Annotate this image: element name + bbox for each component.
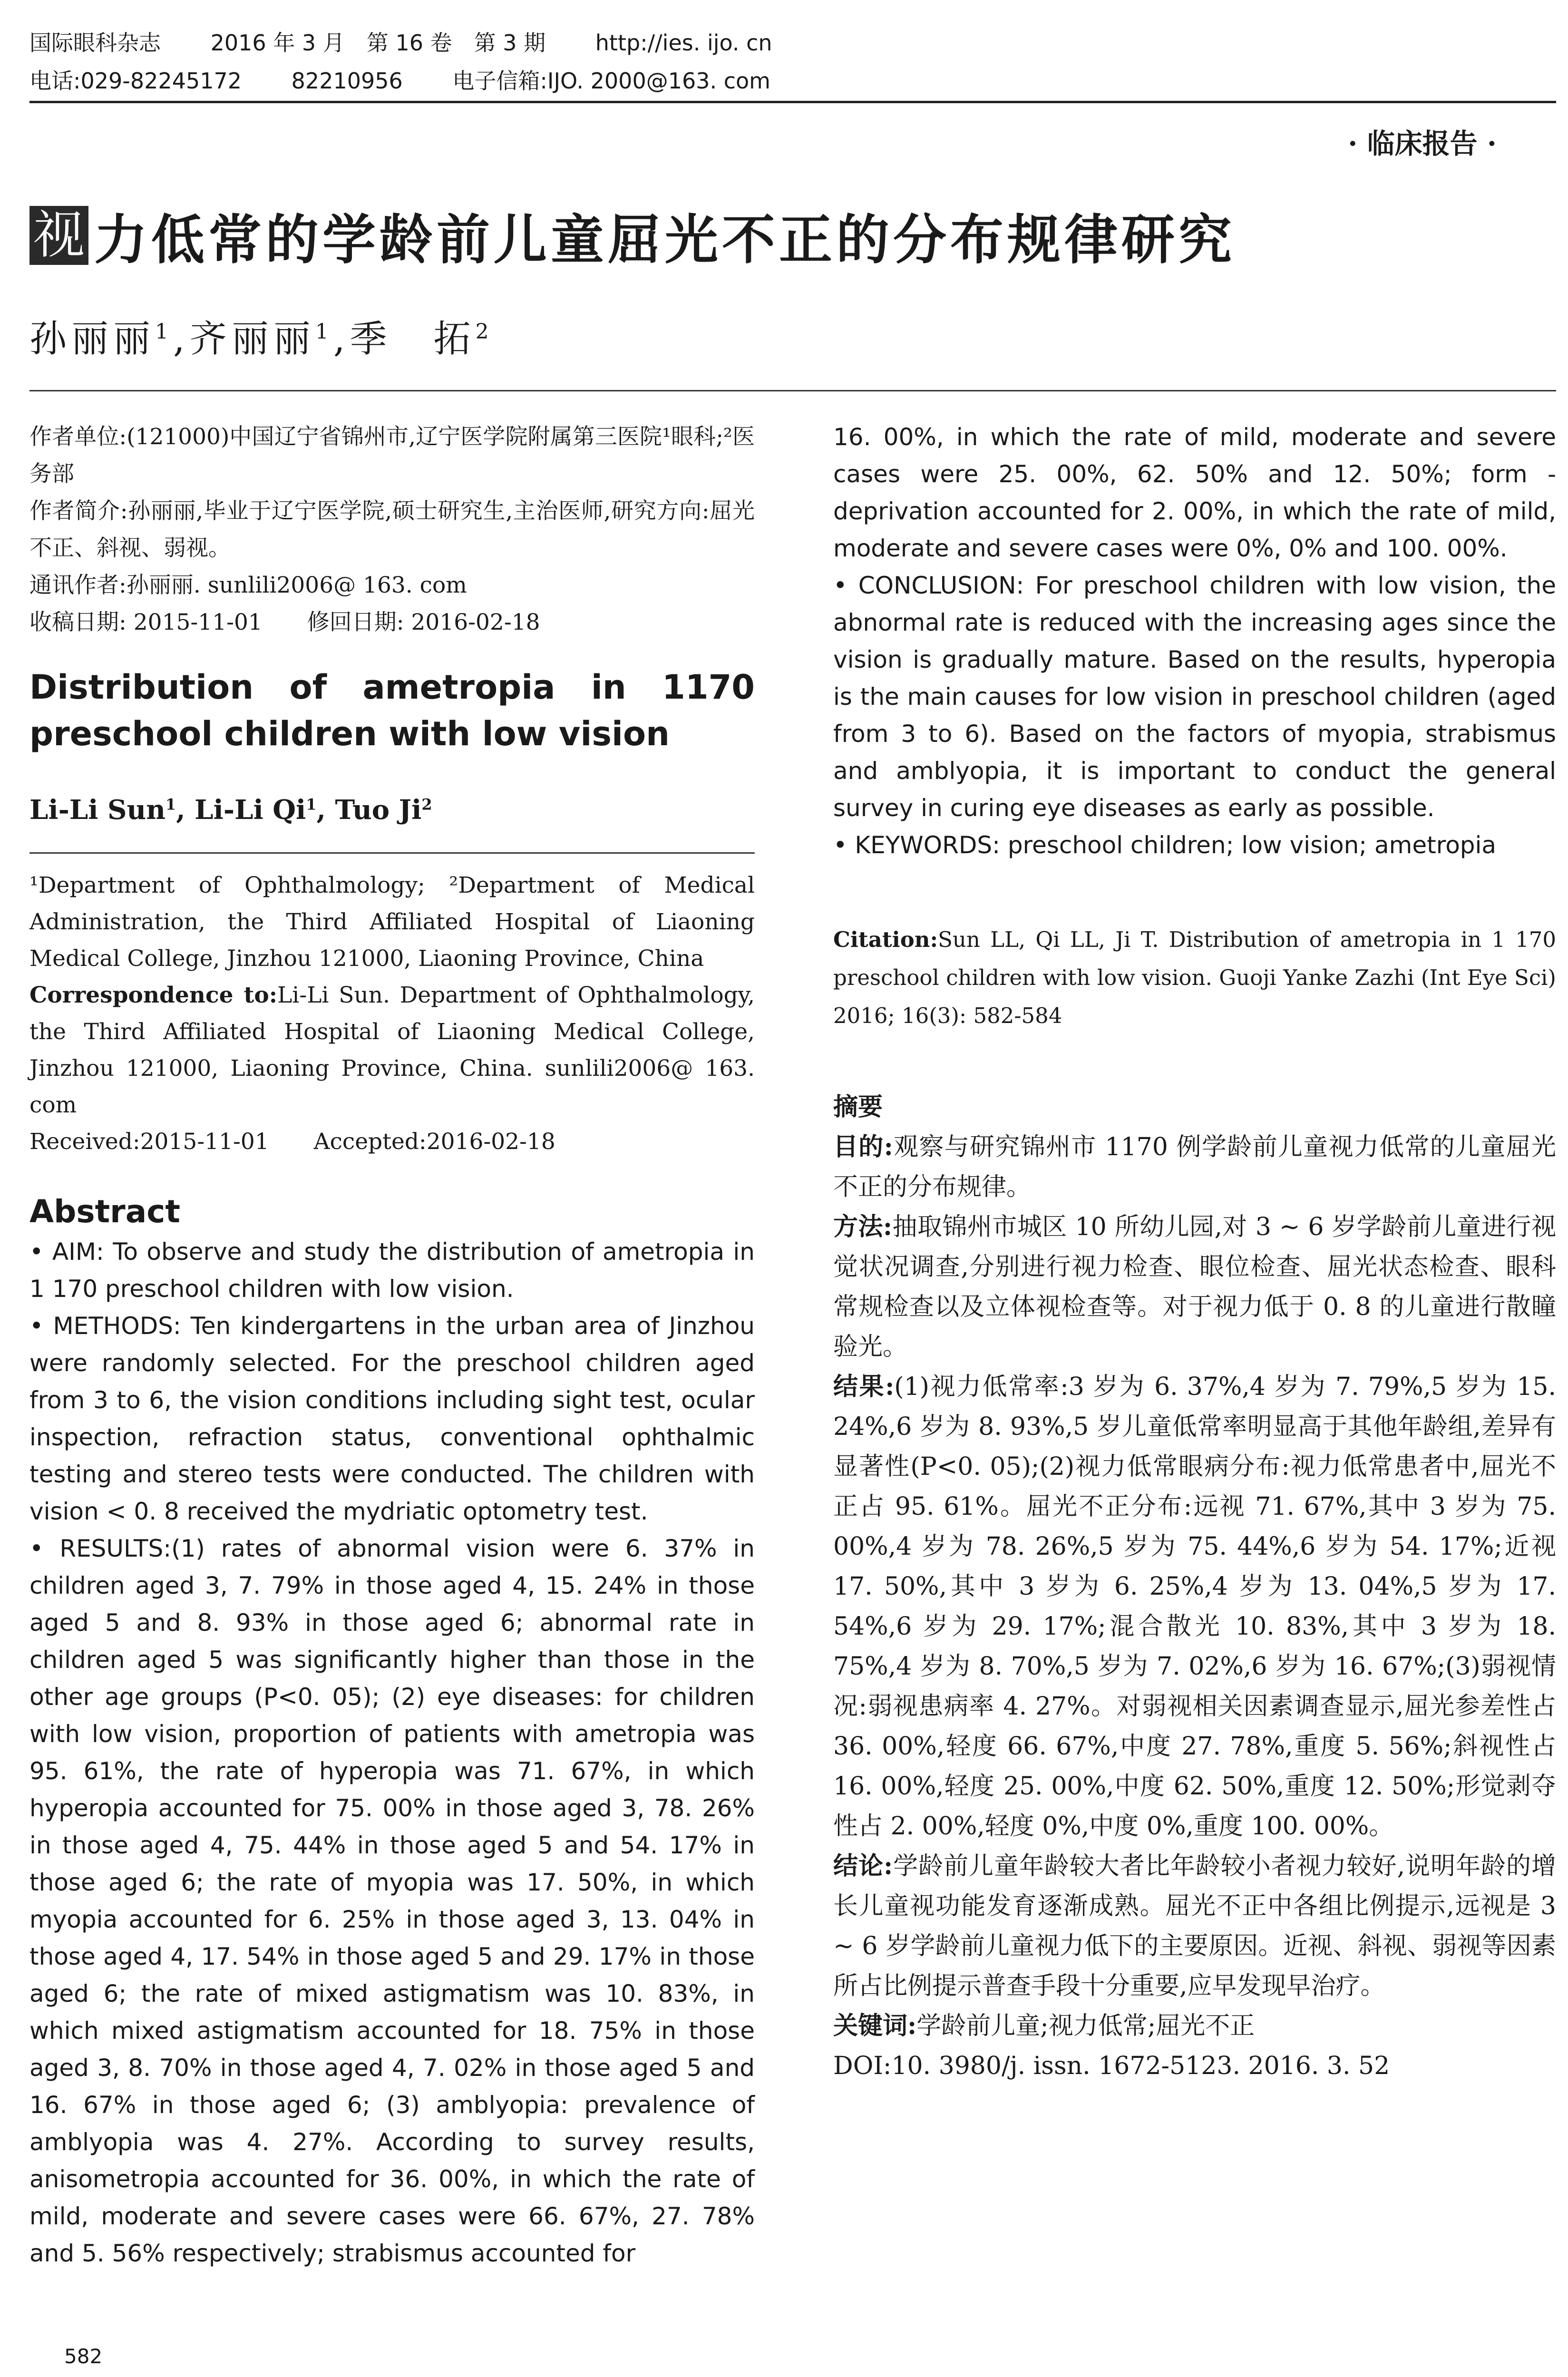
cn-conclusion-label: 结论: <box>833 1851 893 1880</box>
cn-conclusion <box>833 1846 1556 2006</box>
title-rule <box>29 390 1556 391</box>
en-author-2: Li-Li Qi <box>195 794 306 826</box>
cn-keywords-label: 关键词: <box>833 2011 917 2040</box>
cn-results <box>833 1367 1556 1846</box>
abstract-body-cont <box>833 419 1556 864</box>
author-cn-1-sup: 1 <box>155 320 174 344</box>
cn-methods <box>833 1207 1556 1367</box>
cn-conclusion-text: 学龄前儿童年龄较大者比年龄较小者视力较好,说明年龄的增长儿童视功能发育逐渐成熟。屈光不正中各组比例提示,远视是 3 ~ 6 岁学龄前儿童视力低下的主要原因。近视、斜视、弱视等因素所占比例提示普查手段十分重要,应早发现早治疗。 <box>833 1852 1557 2000</box>
citation-text: Sun LL, Qi LL, Ji T. Distribution of ametropia in 1 170 preschool children with low vision. Guoji Yanke Zazhi (Int Eye Sci) 2016; 16(3): 582-584 <box>833 927 1556 1028</box>
author-cn-2: 齐丽丽 <box>189 318 315 360</box>
citation-label: Citation: <box>833 927 938 952</box>
corresponding-author: 通讯作者:孙丽丽. sunlili2006@ 163. com <box>29 572 467 598</box>
english-title-line-2: preschool children with low vision <box>29 714 670 753</box>
en-author-3-sup: 2 <box>421 795 432 814</box>
abstract-body <box>29 1233 755 2272</box>
issue-info: 2016 年 3 月 第 16 卷 第 3 期 <box>210 30 546 56</box>
en-author-3: Tuo Ji <box>335 794 422 826</box>
author-cn-3: 季 拓 <box>350 318 476 360</box>
section-label: · 临床报告 · <box>1348 127 1497 160</box>
correspondence <box>29 977 755 1123</box>
cn-aim <box>833 1127 1556 1207</box>
email[interactable]: 电子信箱:IJO. 2000@163. com <box>452 68 770 94</box>
author-unit: 作者单位:(121000)中国辽宁省锦州市,辽宁医学院附属第三医院¹眼科;²医务部 <box>29 424 755 487</box>
affiliation-rule <box>29 852 755 854</box>
meta-cn <box>29 419 755 641</box>
cn-abstract-title: 摘要 <box>833 1092 883 1121</box>
author-cn-1: 孙丽丽 <box>29 318 156 360</box>
cn-aim-text: 观察与研究锦州市 1170 例学龄前儿童视力低常的儿童屈光不正的分布规律。 <box>833 1133 1556 1201</box>
correspondence-text: Li-Li Sun. Department of Ophthalmology, the Third Affiliated Hospital of Liaoning Medical College, Jinzhou 121000, Liaoning Province, China. sunlili2006@ 163. com <box>29 982 755 1118</box>
abstract-conclusion: • CONCLUSION: For preschool children with low vision, the abnormal rate is reduced with the increasing ages since the vision is gradually mature. Based on the results, hyperopia is the main causes for low vision in preschool children (aged from 3 to 6). Based on the factors of myopia, strabismus and amblyopia, it is important to conduct the general survey in curing eye diseases as early as possible. <box>833 572 1556 822</box>
abstract-title: Abstract <box>29 1193 180 1230</box>
en-author-1-sup: 1 <box>165 795 176 814</box>
cn-keywords-text: 学龄前儿童;视力低常;屈光不正 <box>916 2012 1255 2040</box>
abstract-results: • RESULTS:(1) rates of abnormal vision were 6. 37% in children aged 3, 7. 79% in those aged 4, 15. 24% in those aged 5 and 8. 93% in those aged 6; abnormal rate in children aged 5 was significantly higher than those in the other age groups (P<0. 05); (2) eye diseases: for children with low vision, proportion of patients with ametropia was 95. 61%, the rate of hyperopia was 71. 67%, in which hyperopia accounted for 75. 00% in those aged 3, 78. 26% in those aged 4, 75. 44% in those aged 5 and 54. 17% in those aged 6; the rate of myopia was 17. 50%, in which myopia accounted for 6. 25% in those aged 3, 13. 04% in those aged 4, 17. 54% in those aged 5 and 29. 17% in those aged 6; the rate of mixed astigmatism was 10. 83%, in which mixed astigmatism accounted for 18. 75% in those aged 3, 8. 70% in those aged 4, 7. 02% in those aged 5 and 16. 67% in those aged 6; (3) amblyopia: prevalence of amblyopia was 4. 27%. According to survey results, anisometropia accounted for 36. 00%, in which the rate of mild, moderate and severe cases were 66. 67%, 27. 78% and 5. 56% respectively; strabismus accounted for <box>29 1535 755 2267</box>
citation <box>833 921 1556 1035</box>
english-title-line-1: Distribution of ametropia in 1170 <box>29 668 755 707</box>
english-authors: Li-Li Sun$^1$, Li-Li Qi$^1$, Tuo Ji$^2$ <box>29 794 432 826</box>
cn-results-label: 结果: <box>833 1372 895 1401</box>
right-column <box>833 419 1556 2086</box>
left-column <box>29 419 755 2272</box>
abstract-methods: • METHODS: Ten kindergartens in the urban area of Jinzhou were randomly selected. For the preschool children aged from 3 to 6, the vision conditions including sight test, ocular inspection, refraction status, conventional ophthalmic testing and stereo tests were conducted. The children with vision < 0. 8 received the mydriatic optometry test. <box>29 1312 755 1525</box>
doi[interactable]: DOI:10. 3980/j. issn. 1672-5123. 2016. 3. 52 <box>833 2052 1390 2080</box>
dates-cn: 收稿日期: 2015-11-01 修回日期: 2016-02-18 <box>29 609 540 635</box>
cn-methods-label: 方法: <box>833 1212 893 1241</box>
author-cn-3-sup: 2 <box>475 320 494 344</box>
header-rule <box>29 101 1556 103</box>
page-number: 582 <box>64 2345 103 2368</box>
cn-methods-text: 抽取锦州市城区 10 所幼儿园,对 3 ~ 6 岁学龄前儿童进行视觉状况调查,分别进行视力检查、眼位检查、屈光状态检查、眼科常规检查以及立体视检查等。对于视力低于 0. 8 的儿童进行散瞳验光。 <box>833 1213 1556 1361</box>
affiliation-block <box>29 867 755 1160</box>
phone-2: 82210956 <box>291 68 403 94</box>
cn-abstract-body <box>833 1127 1556 2086</box>
journal-name: 国际眼科杂志 <box>29 30 161 56</box>
author-cn-2-sup: 1 <box>315 320 333 344</box>
correspondence-label: Correspondence to: <box>29 982 278 1008</box>
abstract-results-cont: 16. 00%, in which the rate of mild, moderate and severe cases were 25. 00%, 62. 50% and 12. 50%; form - deprivation accounted for 2. 00%, in which the rate of mild, moderate and severe cases were 0%, 0% and 100. 00%. <box>833 423 1556 562</box>
authors-cn: 孙丽丽$^1$,齐丽丽$^1$,季 拓$^2$ <box>29 318 494 360</box>
affiliation: ¹Department of Ophthalmology; ²Department of Medical Administration, the Third Affiliated Hospital of Liaoning Medical College, Jinzhou 121000, Liaoning Province, China <box>29 872 755 972</box>
english-title <box>29 664 755 757</box>
abstract-keywords: • KEYWORDS: preschool children; low vision; ametropia <box>833 831 1497 859</box>
en-author-1: Li-Li Sun <box>29 794 166 826</box>
abstract-aim: • AIM: To observe and study the distribution of ametropia in 1 170 preschool children with low vision. <box>29 1238 755 1303</box>
received-accepted: Received:2015-11-01 Accepted:2016-02-18 <box>29 1129 555 1155</box>
cn-aim-label: 目的: <box>833 1132 893 1161</box>
cn-results-text: (1)视力低常率:3 岁为 6. 37%,4 岁为 7. 79%,5 岁为 15. 24%,6 岁为 8. 93%,5 岁儿童低常率明显高于其他年龄组,差异有显著性(P<0. 05);(2)视力低常眼病分布:视力低常患者中,屈光不正占 95. 61%。屈光不正分布:远视 71. 67%,其中 3 岁为 75. 00%,4 岁为 78. 26%,5 岁为 75. 44%,6 岁为 54. 17%;近视 17. 50%,其中 3 岁为 6. 25%,4 岁为 13. 04%,5 岁为 17. 54%,6 岁为 29. 17%;混合散光 10. 83%,其中 3 岁为 18. 75%,4 岁为 8. 70%,5 岁为 7. 02%,6 岁为 16. 67%;(3)弱视情况:弱视患病率 4. 27%。对弱视相关因素调查显示,屈光参差性占 36. 00%,轻度 66. 67%,中度 27. 78%,重度 5. 56%;斜视性占 16. 00%,轻度 25. 00%,中度 62. 50%,重度 12. 50%;形觉剥夺性占 2. 00%,轻度 0%,中度 0%,重度 100. 00%。 <box>833 1373 1556 1841</box>
journal-url[interactable]: http://ies. ijo. cn <box>595 30 772 56</box>
title-text: 力低常的学龄前儿童屈光不正的分布规律研究 <box>94 208 1236 271</box>
journal-header <box>29 24 1556 100</box>
author-bio: 作者简介:孙丽丽,毕业于辽宁医学院,硕士研究生,主治医师,研究方向:屈光不正、斜视、弱视。 <box>29 498 755 561</box>
en-author-2-sup: 1 <box>306 795 317 814</box>
cn-keywords <box>833 2006 1556 2046</box>
phone: 电话:029-82245172 <box>29 68 242 94</box>
article-title <box>29 200 1236 271</box>
title-first-char: 视 <box>29 206 88 265</box>
